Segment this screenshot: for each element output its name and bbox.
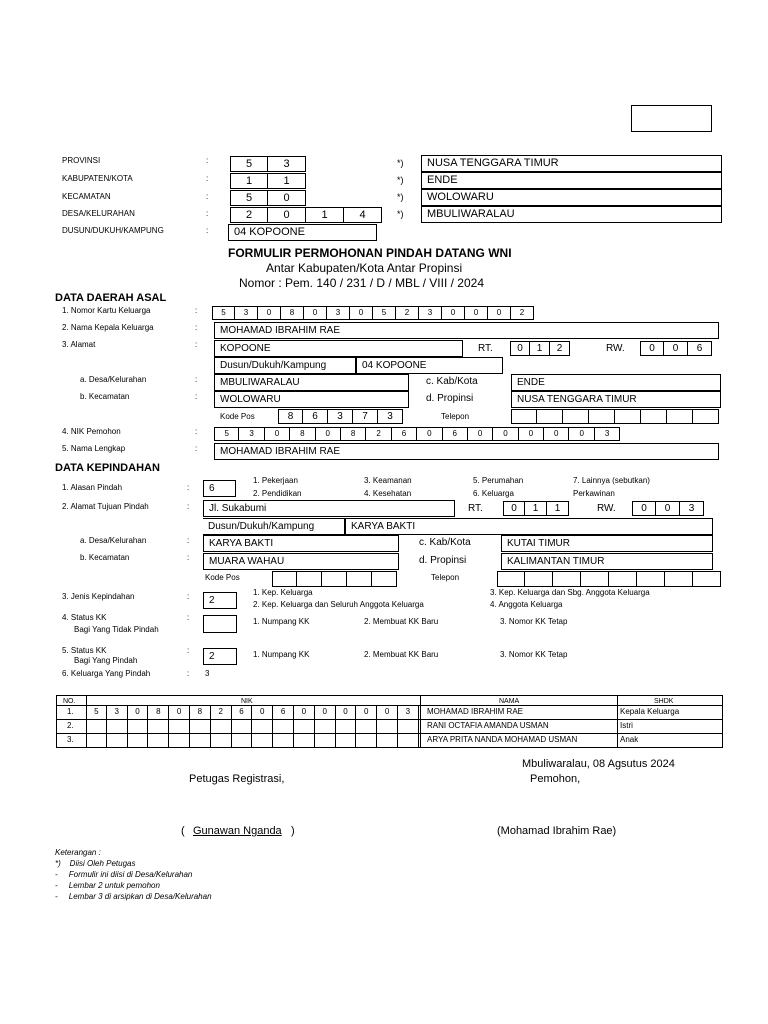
desa-code: 2 0 1 4 [230,207,382,223]
rt-tujuan-cells: 0 1 1 [503,501,569,516]
colon: : [187,613,190,622]
alamat-tujuan-field: Jl. Sukabumi [203,500,455,517]
kecamatan-tujuan-field: MUARA WAHAU [203,553,399,570]
section-heading-kepindahan: DATA KEPINDAHAN [55,462,160,474]
label-keluarga-pindah: 6. Keluarga Yang Pindah [62,669,151,678]
petugas-paren-close: ) [291,825,295,837]
pemohon-name: (Mohamad Ibrahim Rae) [497,825,617,837]
header-label-desa: DESA/KELURAHAN [62,209,135,218]
status-kk-tidak-field [203,615,237,633]
label-desa-tujuan: a. Desa/Kelurahan [80,536,147,545]
form-number: Nomor : Pem. 140 / 231 / D / MBL / VIII / 2024 [239,276,484,290]
table-row-shdk: Istri [620,721,633,730]
desa-tujuan-field: KARYA BAKTI [203,535,399,552]
jenis-option: 4. Anggota Keluarga [490,600,563,609]
label-nama-lengkap: 5. Nama Lengkap [62,444,126,453]
table-row-no: 2. [67,721,74,730]
alasan-option: 1. Pekerjaan [253,476,298,485]
form-number-box [631,105,712,132]
dusun-label-box: Dusun/Dukuh/Kampung [214,357,356,374]
header-colon: : [206,156,209,165]
form-subtitle: Antar Kabupaten/Kota Antar Propinsi [266,261,463,275]
label-status-kk-pindah-2: Bagi Yang Pindah [74,656,138,665]
jenis-option: 3. Kep. Keluarga dan Sbg. Anggota Keluarga [490,588,650,597]
label-alasan: 1. Alasan Pindah [62,483,123,492]
status-option: 3. Nomor KK Tetap [500,617,568,626]
label-alamat: 3. Alamat [62,340,96,349]
kecamatan-name: WOLOWARU [421,189,722,206]
header-colon: : [206,192,209,201]
table-header-nama: NAMA [499,698,520,705]
dusun-field: 04 KOPOONE [356,357,503,374]
jenis-option: 2. Kep. Keluarga dan Seluruh Anggota Keluarga [253,600,424,609]
colon: : [187,646,190,655]
alasan-field: 6 [203,480,236,497]
label-status-kk-pindah: 5. Status KK [62,646,107,655]
header-label-kabupaten: KABUPATEN/KOTA [62,174,133,183]
dusun-tujuan-label-box: Dusun/Dukuh/Kampung [203,518,345,535]
prop-tujuan-label: d. Propinsi [419,555,467,566]
alasan-option: 5. Perumahan [473,476,524,485]
telepon-cells [511,409,719,424]
note-item: - Formulir ini diisi di Desa/Kelurahan [55,870,193,879]
header-colon: : [206,174,209,183]
place-date: Mbuliwaralau, 08 Agsutus 2024 [522,758,675,770]
header-label-kecamatan: KECAMATAN [62,192,111,201]
petugas-label: Petugas Registrasi, [189,773,285,785]
prop-field: NUSA TENGGARA TIMUR [511,391,721,408]
admin-mark: *) [397,209,404,219]
rw-label: RW. [597,503,616,514]
rw-tujuan-cells: 0 0 3 [632,501,704,516]
alasan-option: 3. Keamanan [364,476,412,485]
kecamatan-code: 5 0 [230,190,306,206]
table-row-nik [86,733,419,747]
kabupaten-code: 1 1 [230,173,306,189]
colon: : [195,427,198,436]
note-item: - Lembar 2 untuk pemohon [55,881,160,890]
label-jenis-kepindahan: 3. Jenis Kepindahan [62,592,135,601]
label-alamat-tujuan: 2. Alamat Tujuan Pindah [62,502,149,511]
alasan-option: 7. Lainnya (sebutkan) [573,476,650,485]
table-row-no: 1. [67,707,74,716]
kodepos-label: Kode Pos [220,412,255,421]
label-nomor-kk: 1. Nomor Kartu Keluarga [62,306,151,315]
label-nik-pemohon: 4. NIK Pemohon [62,427,121,436]
status-option: 2. Membuat KK Baru [364,617,439,626]
petugas-name: Gunawan Nganda [193,825,282,837]
table-row-nama: ARYA PRITA NANDA MOHAMAD USMAN [427,735,578,744]
alasan-option: 6. Keluarga [473,489,514,498]
pemohon-label: Pemohon, [530,773,581,785]
rt-label: RT. [468,503,483,514]
label-desa: a. Desa/Kelurahan [80,375,147,384]
colon: : [187,592,190,601]
label-kecamatan: b. Kecamatan [80,392,130,401]
header-label-provinsi: PROVINSI [62,156,101,165]
colon: : [195,306,198,315]
note-item: - Lembar 3 di arsipkan di Desa/Kelurahan [55,892,212,901]
status-kk-pindah-field: 2 [203,648,237,665]
header-colon: : [206,209,209,218]
keluarga-pindah-value: 3 [205,669,210,678]
jenis-kepindahan-field: 2 [203,592,237,609]
table-header-no: NO. [63,698,76,705]
table-row-shdk: Kepala Keluarga [620,707,680,716]
nama-lengkap-field: MOHAMAD IBRAHIM RAE [214,443,719,460]
label-status-kk-tidak-2: Bagi Yang Tidak Pindah [74,625,159,634]
kab-tujuan-label: c. Kab/Kota [419,537,471,548]
petugas-paren-open: ( [181,825,185,837]
colon: : [187,553,190,562]
alamat-field: KOPOONE [214,340,463,357]
rw-cells: 0 0 6 [640,341,712,356]
form-title: FORMULIR PERMOHONAN PINDAH DATANG WNI [228,246,512,260]
colon: : [195,444,198,453]
status-option: 2. Membuat KK Baru [364,650,439,659]
kab-field: ENDE [511,374,721,391]
admin-mark: *) [397,158,404,168]
status-option: 3. Nomor KK Tetap [500,650,568,659]
table-row-nama: RANI OCTAFIA AMANDA USMAN [427,721,549,730]
kepala-keluarga-field: MOHAMAD IBRAHIM RAE [214,322,719,339]
desa-field: MBULIWARALAU [214,374,409,391]
dusun-name: 04 KOPOONE [228,224,377,241]
kabupaten-name: ENDE [421,172,722,189]
colon: : [187,483,190,492]
admin-mark: *) [397,175,404,185]
label-status-kk-tidak: 4. Status KK [62,613,107,622]
rt-cells: 0 1 2 [510,341,570,356]
dusun-tujuan-field: KARYA BAKTI [345,518,713,535]
telepon-tujuan-label: Telepon [431,573,460,582]
section-heading-asal: DATA DAERAH ASAL [55,292,167,304]
header-label-dusun: DUSUN/DUKUH/KAMPUNG [62,226,164,235]
notes-title: Keterangan : [55,848,101,857]
table-row-nik [86,719,419,733]
colon: : [187,669,190,678]
table-header-nik: NIK [241,698,253,705]
telepon-tujuan-cells [497,571,721,587]
table-row-nama: MOHAMAD IBRAHIM RAE [427,707,524,716]
alasan-option: 2. Pendidikan [253,489,302,498]
colon: : [187,502,190,511]
family-table [56,695,723,748]
status-option: 1. Numpang KK [253,617,310,626]
jenis-option: 1. Kep. Keluarga [253,588,313,597]
nik-pemohon-cells: 5 3 0 8 0 8 2 6 0 6 0 0 0 0 0 3 [214,427,620,441]
kodepos-tujuan-label: Kode Pos [205,573,240,582]
colon: : [195,340,198,349]
colon: : [195,392,198,401]
admin-mark: *) [397,192,404,202]
desa-name: MBULIWARALAU [421,206,722,223]
alasan-option: Perkawinan [573,489,615,498]
table-row-no: 3. [67,735,74,744]
kodepos-tujuan-cells [272,571,397,587]
table-row-nik: 5 3 0 8 0 8 2 6 0 6 0 0 0 0 0 3 [86,705,419,719]
kodepos-cells: 8 6 3 7 3 [278,409,403,424]
provinsi-name: NUSA TENGGARA TIMUR [421,155,722,172]
kab-tujuan-field: KUTAI TIMUR [501,535,713,552]
colon: : [187,536,190,545]
colon: : [195,323,198,332]
status-option: 1. Numpang KK [253,650,310,659]
note-item: *) Diisi Oleh Petugas [55,859,136,868]
alasan-option: 4. Kesehatan [364,489,412,498]
provinsi-code: 5 3 [230,156,306,172]
table-row-shdk: Anak [620,735,639,744]
label-kepala-keluarga: 2. Nama Kepala Keluarga [62,323,154,332]
telepon-label: Telepon [441,412,470,421]
rw-label: RW. [606,343,625,354]
label-kecamatan-tujuan: b. Kecamatan [80,553,130,562]
nomor-kk-cells: 5 3 0 8 0 3 0 5 2 3 0 0 0 2 [212,306,534,320]
prop-tujuan-field: KALIMANTAN TIMUR [501,553,713,570]
header-colon: : [206,226,209,235]
kecamatan-field: WOLOWARU [214,391,409,408]
table-header-shdk: SHDK [654,698,674,705]
colon: : [195,375,198,384]
kab-label: c. Kab/Kota [426,376,478,387]
rt-label: RT. [478,343,493,354]
prop-label: d. Propinsi [426,393,474,404]
